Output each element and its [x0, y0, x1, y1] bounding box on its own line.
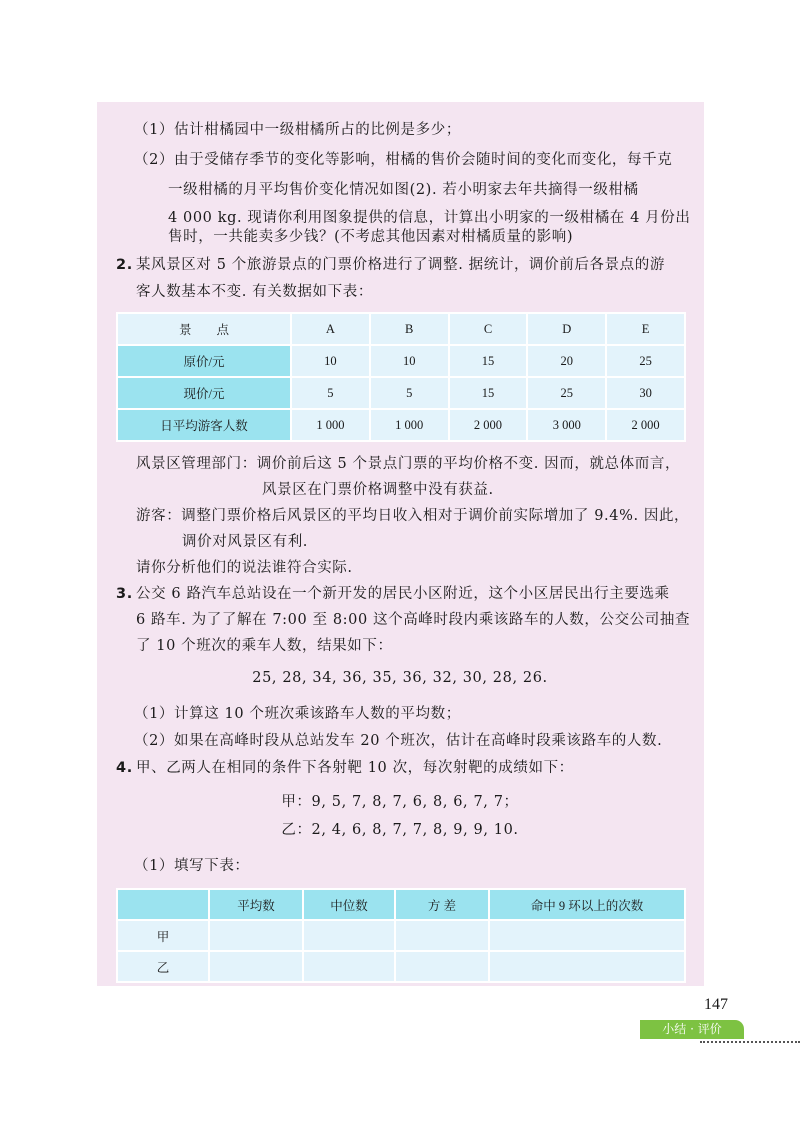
table-cell	[303, 951, 395, 982]
q4-line1: 甲、乙两人在相同的条件下各射靶 10 次，每次射靶的成绩如下：	[136, 760, 574, 776]
q4-number: 4.	[116, 760, 133, 776]
row-header: 乙	[117, 951, 209, 982]
row-header: 现价/元	[117, 377, 291, 409]
q1-sub2-line2: 一级柑橘的月平均售价变化情况如图(2). 若小明家去年共摘得一级柑橘	[168, 182, 639, 198]
table-cell: 5	[291, 377, 370, 409]
table-cell: 1 000	[370, 409, 449, 441]
q2-ask: 请你分析他们的说法谁符合实际.	[136, 560, 353, 576]
q1-sub2-line4: 售时，一共能卖多少钱？(不考虑其他因素对柑橘质量的影响)	[168, 229, 574, 245]
table-cell	[303, 920, 395, 951]
table-cell: 25	[606, 345, 685, 377]
table-row	[117, 313, 685, 345]
mgmt-line1: 风景区管理部门：调价前后这 5 个景点门票的平均价格不变. 因而，就总体而言，	[136, 456, 681, 472]
table-header: 中位数	[303, 889, 395, 920]
price-table	[116, 312, 686, 442]
table-row	[117, 345, 685, 377]
table-row	[117, 409, 685, 441]
table-cell: 30	[606, 377, 685, 409]
q4-sub1: （1）填写下表：	[134, 858, 250, 874]
table-cell: 10	[291, 345, 370, 377]
mgmt-line2: 风景区在门票价格调整中没有获益.	[262, 482, 494, 498]
table-header-row	[117, 889, 685, 920]
table-cell: 1 000	[291, 409, 370, 441]
table-cell: 25	[527, 377, 606, 409]
table-cell	[489, 951, 685, 982]
table-cell: 20	[527, 345, 606, 377]
q3-line3: 了 10 个班次的乘车人数，结果如下：	[136, 638, 393, 654]
q4-yi-scores: 乙：2, 4, 6, 8, 7, 7, 8, 9, 9, 10.	[281, 822, 519, 838]
table-cell: D	[527, 313, 606, 345]
q4-jia-scores: 甲：9, 5, 7, 8, 7, 6, 8, 6, 7, 7；	[281, 794, 519, 810]
q2-line1: 某风景区对 5 个旅游景点的门票价格进行了调整. 据统计，调价前后各景点的游	[136, 257, 665, 273]
table-cell: E	[606, 313, 685, 345]
q1-sub2-line1: （2）由于受储存季节的变化等影响，柑橘的售价会随时间的变化而变化，每千克	[134, 152, 673, 168]
table-cell: 15	[449, 377, 528, 409]
table-cell: A	[291, 313, 370, 345]
q3-data: 25, 28, 34, 36, 35, 36, 32, 30, 28, 26.	[252, 670, 548, 686]
scores-table	[116, 888, 686, 983]
table-cell: 15	[449, 345, 528, 377]
table-row	[117, 377, 685, 409]
q3-line2: 6 路车. 为了了解在 7:00 至 8:00 这个高峰时段内乘该路车的人数，公交公司抽查	[136, 612, 691, 628]
q3-number: 3.	[116, 586, 133, 602]
q3-line1: 公交 6 路汽车总站设在一个新开发的居民小区附近，这个小区居民出行主要选乘	[136, 586, 670, 602]
table-cell	[395, 951, 489, 982]
row-header: 甲	[117, 920, 209, 951]
row-header: 日平均游客人数	[117, 409, 291, 441]
table-cell: 10	[370, 345, 449, 377]
table-cell	[489, 920, 685, 951]
tourist-line2: 调价对风景区有利.	[182, 534, 309, 550]
table-header	[117, 889, 209, 920]
table-cell: 2 000	[606, 409, 685, 441]
q1-sub1: （1）估计柑橘园中一级柑橘所占的比例是多少；	[134, 122, 461, 138]
table-cell	[209, 920, 303, 951]
table-header: 命中 9 环以上的次数	[489, 889, 685, 920]
table-header: 方 差	[395, 889, 489, 920]
table-cell: 3 000	[527, 409, 606, 441]
table-cell: C	[449, 313, 528, 345]
row-header: 原价/元	[117, 345, 291, 377]
table-header: 平均数	[209, 889, 303, 920]
q1-sub2-line3: 4 000 kg. 现请你利用图象提供的信息，计算出小明家的一级柑橘在 4 月份出	[168, 210, 691, 226]
q3-sub1: （1）计算这 10 个班次乘该路车人数的平均数；	[134, 706, 461, 722]
section-tag: 小结 · 评价	[640, 1020, 744, 1039]
row-header: 景 点	[117, 313, 291, 345]
table-cell	[209, 951, 303, 982]
q3-sub2: （2）如果在高峰时段从总站发车 20 个班次，估计在高峰时段乘该路车的人数.	[134, 733, 663, 749]
table-cell: B	[370, 313, 449, 345]
q2-line2: 客人数基本不变. 有关数据如下表：	[136, 284, 373, 300]
q2-number: 2.	[116, 257, 133, 273]
page-number: 147	[704, 996, 728, 1013]
table-row	[117, 920, 685, 951]
dotted-rule	[700, 1041, 800, 1045]
tourist-line1: 游客：调整门票价格后风景区的平均日收入相对于调价前实际增加了 9.4%. 因此，	[136, 508, 690, 524]
table-cell: 5	[370, 377, 449, 409]
table-row	[117, 951, 685, 982]
table-cell: 2 000	[449, 409, 528, 441]
table-cell	[395, 920, 489, 951]
